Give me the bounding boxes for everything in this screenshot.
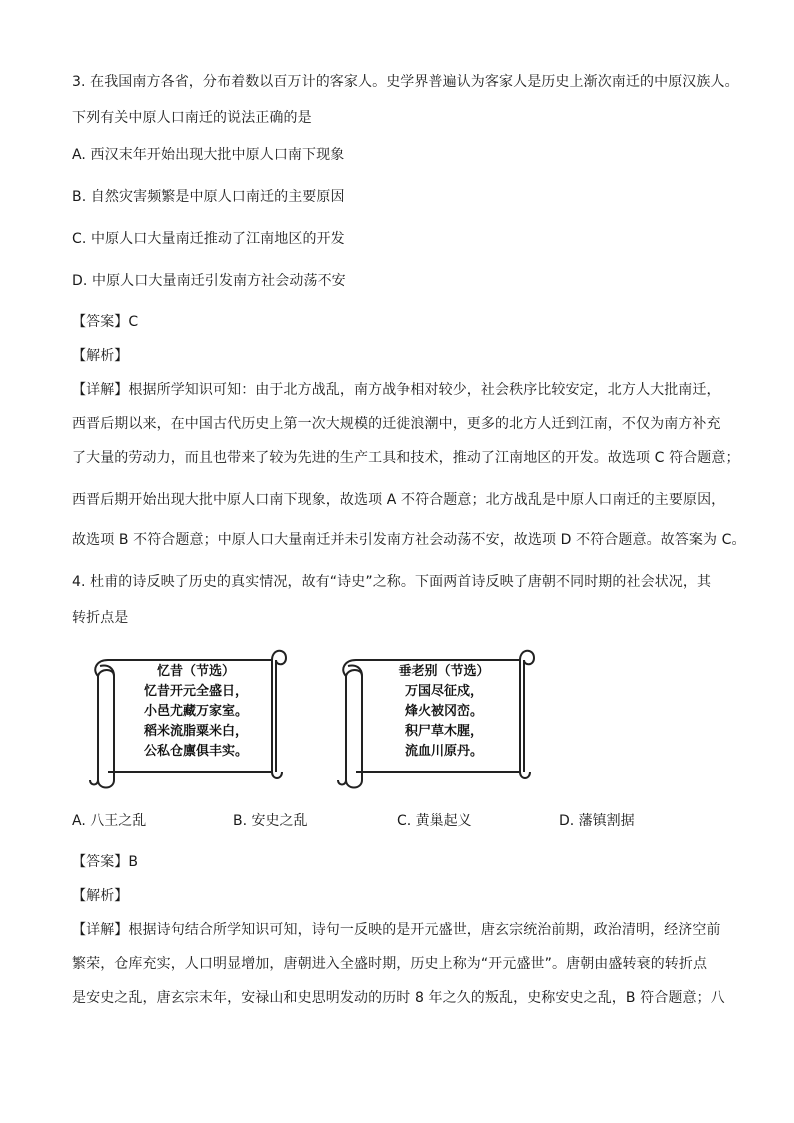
poem-left-line-1: 忆昔开元全盛日， [143, 684, 248, 699]
q3-option-c: C. 中原人口大量南迁推动了江南地区的开发 [72, 231, 345, 247]
scroll-image-right [334, 640, 540, 796]
q3-option-b: B. 自然灾害频繁是中原人口南迁的主要原因 [72, 189, 345, 205]
poem-left-title: 忆昔（节选） [156, 664, 235, 679]
q4-stem-line-1: 4. 杜甫的诗反映了历史的真实情况，故有“诗史”之称。下面两首诗反映了唐朝不同时期的社会状况，其 [72, 574, 712, 590]
scroll-image-left [86, 640, 292, 796]
q4-analysis-label: 【解析】 [72, 888, 129, 904]
q3-option-d: D. 中原人口大量南迁引发南方社会动荡不安 [72, 273, 346, 289]
q4-option-c: C. 黄巢起义 [397, 813, 472, 829]
q3-detail-line-4: 西晋后期开始出现大批中原人口南下现象，故选项 A 不符合题意；北方战乱是中原人口南迁的主要原因， [72, 492, 726, 508]
q4-stem-line-2: 转折点是 [72, 610, 129, 626]
q3-detail-line-5: 故选项 B 不符合题意；中原人口大量南迁并未引发南方社会动荡不安，故选项 D 不符合题意。故答案为 C。 [72, 532, 746, 548]
q3-stem-line-1: 3. 在我国南方各省，分布着数以百万计的客家人。史学界普遍认为客家人是历史上渐次南迁的中原汉族人。 [72, 74, 739, 90]
poem-left-line-2: 小邑尤藏万家室。 [143, 704, 248, 719]
poem-right-line-2: 烽火被冈峦。 [404, 704, 483, 719]
q4-option-d: D. 藩镇割据 [559, 813, 635, 829]
q3-detail-line-3: 了大量的劳动力，而且也带来了较为先进的生产工具和技术，推动了江南地区的开发。故选项 C 符合题意； [72, 450, 740, 466]
q3-detail-line-1: 【详解】根据所学知识可知：由于北方战乱，南方战争相对较少，社会秩序比较安定，北方人大批南迁， [72, 382, 721, 398]
q3-analysis-label: 【解析】 [72, 348, 129, 364]
q3-detail-line-2: 西晋后期以来，在中国古代历史上第一次大规模的迁徙浪潮中，更多的北方人迁到江南，不仅为南方补充 [72, 416, 721, 432]
q4-detail-line-2: 繁荣，仓库充实，人口明显增加，唐朝进入全盛时期，历史上称为“开元盛世”。唐朝由盛转衰的转折点 [72, 956, 708, 972]
poem-right-line-3: 积尸草木腥， [404, 724, 483, 739]
q3-option-a: A. 西汉末年开始出现大批中原人口南下现象 [72, 147, 345, 163]
poem-left-line-4: 公私仓廪俱丰实。 [143, 744, 248, 759]
q3-answer: 【答案】C [72, 314, 139, 330]
q4-option-a: A. 八王之乱 [72, 813, 147, 829]
q3-stem-line-2: 下列有关中原人口南迁的说法正确的是 [72, 110, 312, 126]
poem-left-line-3: 稻米流脂粟米白， [143, 724, 248, 739]
poem-right-title: 垂老别（节选） [398, 664, 490, 679]
q4-detail-line-1: 【详解】根据诗句结合所学知识可知，诗句一反映的是开元盛世，唐玄宗统治前期，政治清明，经济空前 [72, 922, 721, 938]
q4-detail-line-3: 是安史之乱，唐玄宗末年，安禄山和史思明发动的历时 8 年之久的叛乱，史称安史之乱，B 符合题意；八 [72, 990, 725, 1006]
poem-right-line-1: 万国尽征戍， [404, 684, 483, 699]
q4-option-b: B. 安史之乱 [233, 813, 308, 829]
q4-answer: 【答案】B [72, 854, 139, 870]
poem-right-line-4: 流血川原丹。 [404, 744, 483, 759]
